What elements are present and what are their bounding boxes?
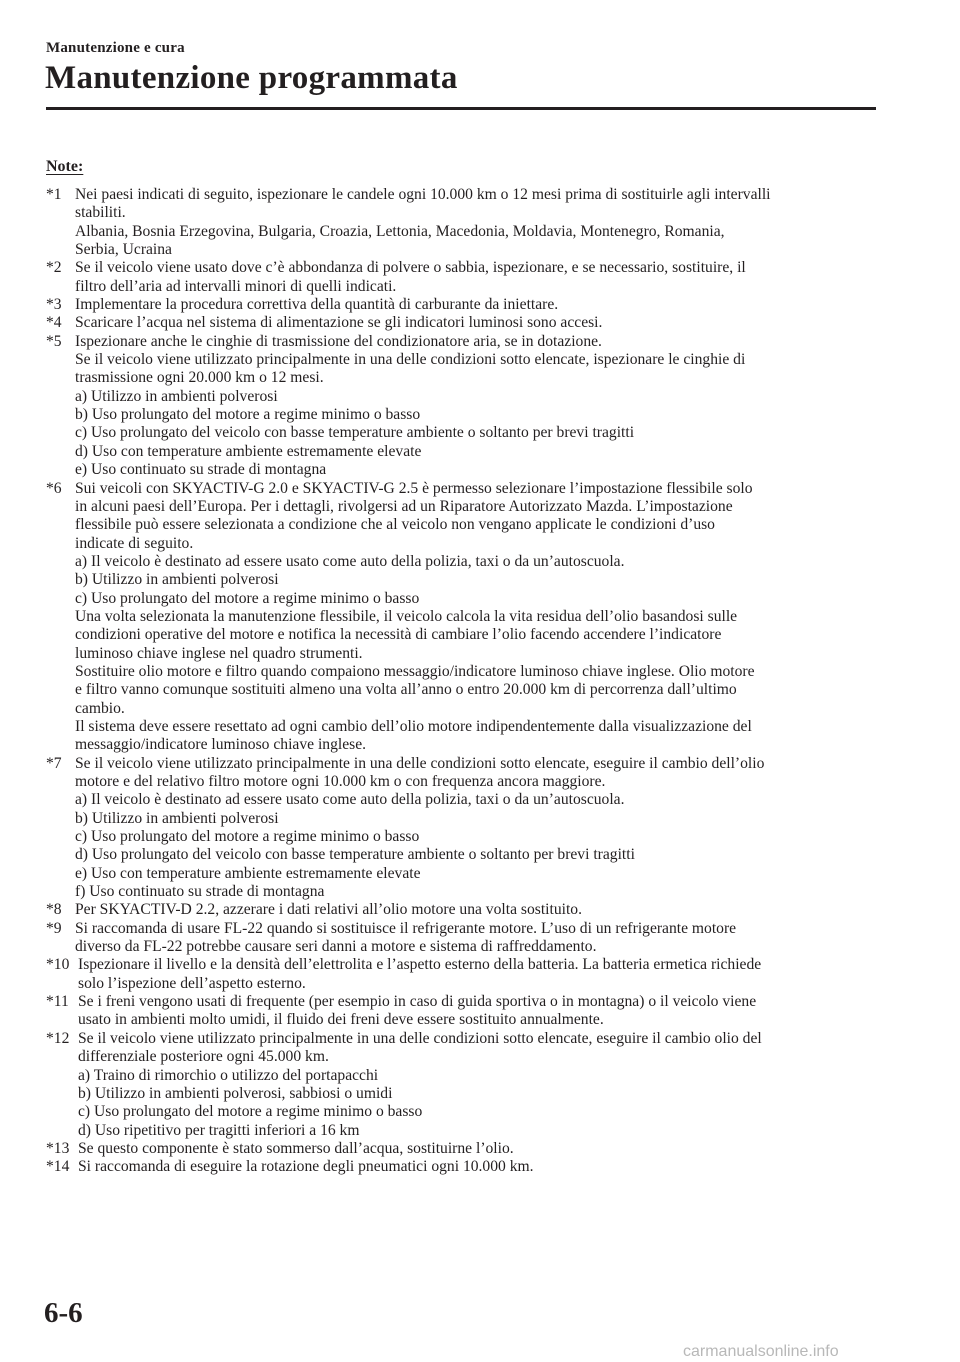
note-marker: *9 bbox=[46, 919, 62, 937]
note-line bbox=[46, 1048, 876, 1066]
note-marker: *8 bbox=[46, 901, 62, 919]
note-text: solo l’ispezione dell’aspetto esterno. bbox=[78, 974, 306, 992]
note-marker: *2 bbox=[46, 259, 62, 277]
note-text: a) Utilizzo in ambienti polverosi bbox=[75, 387, 278, 405]
note-line bbox=[46, 865, 876, 883]
note-text: d) Uso prolungato del veicolo con basse temperature ambiente o soltanto per brevi tragitti bbox=[75, 846, 635, 864]
note-text: indicate di seguito. bbox=[75, 534, 194, 552]
note-line bbox=[46, 791, 876, 809]
note-marker: *4 bbox=[46, 314, 62, 332]
note-text: Si raccomanda di eseguire la rotazione degli pneumatici ogni 10.000 km. bbox=[78, 1158, 534, 1176]
note-text: Nei paesi indicati di seguito, ispezionare le candele ogni 10.000 km o 12 mesi prima di sostituirle agli intervalli bbox=[75, 186, 771, 203]
note-line bbox=[46, 1067, 876, 1085]
note-text: messaggio/indicatore luminoso chiave inglese. bbox=[75, 736, 367, 754]
note-text: a) Il veicolo è destinato ad essere usato come auto della polizia, taxi o da un’autoscuola. bbox=[75, 552, 625, 570]
note-marker: *11 bbox=[46, 993, 69, 1011]
note-text: f) Uso continuato su strade di montagna bbox=[75, 883, 325, 901]
note-line bbox=[46, 1085, 876, 1103]
note-text: c) Uso prolungato del motore a regime minimo o basso bbox=[75, 828, 420, 846]
note-line bbox=[46, 700, 876, 718]
note-text: a) Il veicolo è destinato ad essere usato come auto della polizia, taxi o da un’autoscuola. bbox=[75, 791, 625, 809]
note-item bbox=[46, 920, 876, 938]
note-line bbox=[46, 736, 876, 754]
note-line bbox=[46, 535, 876, 553]
note-item bbox=[46, 901, 876, 919]
note-text: filtro dell’aria ad intervalli minori di quelli indicati. bbox=[75, 277, 397, 295]
note-line bbox=[46, 718, 876, 736]
note-line bbox=[46, 388, 876, 406]
note-text: usato in ambienti molto umidi, il fluido dei freni deve essere sostituito annualmente. bbox=[78, 1011, 604, 1029]
note-text: Albania, Bosnia Erzegovina, Bulgaria, Croazia, Lettonia, Macedonia, Moldavia, Montenegro, Romania, bbox=[75, 222, 725, 240]
note-item bbox=[46, 755, 876, 773]
note-marker: *10 bbox=[46, 956, 70, 974]
note-line bbox=[46, 975, 876, 993]
note-text: Si raccomanda di usare FL-22 quando si sostituisce il refrigerante motore. L’uso di un refrigerante motore bbox=[75, 919, 737, 937]
note-text: Ispezionare anche le cinghie di trasmissione del condizionatore aria, se in dotazione. bbox=[75, 332, 602, 350]
note-line bbox=[46, 645, 876, 663]
note-text: cambio. bbox=[75, 699, 125, 717]
note-text: b) Utilizzo in ambienti polverosi bbox=[75, 571, 279, 589]
note-marker: *6 bbox=[46, 479, 62, 497]
note-line bbox=[46, 241, 876, 259]
note-text: stabiliti. bbox=[75, 204, 126, 222]
note-item bbox=[46, 1158, 876, 1176]
note-text: Se i freni vengono usati di frequente (per esempio in caso di guida sportiva o in montagna) o il veicolo viene bbox=[78, 993, 757, 1011]
note-text: Implementare la procedura correttiva della quantità di carburante da iniettare. bbox=[75, 296, 559, 314]
note-text: Se il veicolo viene utilizzato principalmente in una delle condizioni sotto elencate, eseguire il cambio dell’olio bbox=[75, 754, 765, 772]
note-text: Se il veicolo viene utilizzato principalmente in una delle condizioni sotto elencate, ispezionare le cinghie di bbox=[75, 351, 746, 369]
note-text: trasmissione ogni 20.000 km o 12 mesi. bbox=[75, 369, 324, 387]
note-line bbox=[46, 626, 876, 644]
notes-heading: Note: bbox=[46, 158, 84, 175]
note-line bbox=[46, 351, 876, 369]
note-text: Per SKYACTIV-D 2.2, azzerare i dati relativi all’olio motore una volta sostituito. bbox=[75, 901, 582, 919]
note-marker: *7 bbox=[46, 754, 62, 772]
note-text: diverso da FL-22 potrebbe causare seri danni a motore e sistema di raffreddamento. bbox=[75, 938, 597, 956]
note-line bbox=[46, 498, 876, 516]
note-line bbox=[46, 608, 876, 626]
note-text: Una volta selezionata la manutenzione flessibile, il veicolo calcola la vita residua dell’olio basandosi sulle bbox=[75, 607, 738, 625]
notes-list bbox=[46, 186, 876, 1177]
note-text: Se questo componente è stato sommerso dall’acqua, sostituirne l’olio. bbox=[78, 1139, 514, 1157]
note-item bbox=[46, 480, 876, 498]
note-text: a) Traino di rimorchio o utilizzo del portapacchi bbox=[78, 1066, 379, 1084]
note-marker: *3 bbox=[46, 296, 62, 314]
note-item bbox=[46, 993, 876, 1011]
note-item bbox=[46, 314, 876, 332]
note-line bbox=[46, 369, 876, 387]
note-item bbox=[46, 1030, 876, 1048]
note-marker: *1 bbox=[46, 186, 62, 203]
note-line bbox=[46, 223, 876, 241]
note-line bbox=[46, 810, 876, 828]
note-text: Sostituire olio motore e filtro quando compaiono messaggio/indicatore luminoso chiave inglese. Olio motore bbox=[75, 662, 755, 680]
note-line bbox=[46, 553, 876, 571]
note-line bbox=[46, 461, 876, 479]
note-line bbox=[46, 773, 876, 791]
note-line bbox=[46, 663, 876, 681]
note-line bbox=[46, 828, 876, 846]
note-text: b) Utilizzo in ambienti polverosi, sabbiosi o umidi bbox=[78, 1084, 393, 1102]
note-text: Se il veicolo viene utilizzato principalmente in una delle condizioni sotto elencate, eseguire il cambio olio del bbox=[78, 1029, 762, 1047]
page-number: 6-6 bbox=[44, 1297, 83, 1329]
note-text: e) Uso con temperature ambiente estremamente elevate bbox=[75, 864, 421, 882]
note-item bbox=[46, 1140, 876, 1158]
note-text: d) Uso con temperature ambiente estremamente elevate bbox=[75, 442, 422, 460]
note-text: b) Utilizzo in ambienti polverosi bbox=[75, 809, 279, 827]
note-marker: *14 bbox=[46, 1158, 70, 1176]
note-line bbox=[46, 516, 876, 534]
note-text: Il sistema deve essere resettato ad ogni cambio dell’olio motore indipendentemente dalla visualizzazione del bbox=[75, 717, 752, 735]
note-marker: *13 bbox=[46, 1139, 70, 1157]
note-marker: *12 bbox=[46, 1029, 70, 1047]
title-rule bbox=[46, 107, 876, 110]
note-line bbox=[46, 278, 876, 296]
note-text: e) Uso continuato su strade di montagna bbox=[75, 461, 327, 479]
watermark: carmanualsonline.info bbox=[683, 1343, 839, 1360]
note-line bbox=[46, 406, 876, 424]
note-text: Se il veicolo viene usato dove c’è abbondanza di polvere o sabbia, ispezionare, e se necessario, sostituire, il bbox=[75, 259, 746, 277]
note-text: flessibile può essere selezionata a condizione che al veicolo non vengano applicate le condizioni d’uso bbox=[75, 516, 715, 534]
note-text: motore e del relativo filtro motore ogni 10.000 km o con frequenza ancora maggiore. bbox=[75, 773, 606, 790]
note-text: c) Uso prolungato del motore a regime minimo o basso bbox=[75, 589, 420, 607]
note-line bbox=[46, 846, 876, 864]
note-line bbox=[46, 1103, 876, 1121]
note-text: d) Uso ripetitivo per tragitti inferiori a 16 km bbox=[78, 1121, 360, 1139]
note-text: in alcuni paesi dell’Europa. Per i dettagli, rivolgersi ad un Riparatore Autorizzato Mazda. L’impostazione bbox=[75, 497, 733, 515]
note-line bbox=[46, 938, 876, 956]
note-line bbox=[46, 204, 876, 222]
note-item bbox=[46, 956, 876, 974]
note-text: c) Uso prolungato del veicolo con basse temperature ambiente o soltanto per brevi tragitti bbox=[75, 424, 635, 442]
note-item bbox=[46, 259, 876, 277]
note-text: Ispezionare il livello e la densità dell’elettrolita e l’aspetto esterno della batteria. La batteria ermetica richiede bbox=[78, 956, 762, 974]
note-item bbox=[46, 296, 876, 314]
note-text: condizioni operative del motore e notifica la necessità di cambiare l’olio facendo accendere l’indicatore bbox=[75, 626, 722, 644]
note-line bbox=[46, 590, 876, 608]
note-text: Serbia, Ucraina bbox=[75, 241, 172, 259]
section-label: Manutenzione e cura bbox=[46, 40, 185, 56]
note-text: Scaricare l’acqua nel sistema di alimentazione se gli indicatori luminosi sono accesi. bbox=[75, 314, 603, 332]
note-line bbox=[46, 424, 876, 442]
note-line bbox=[46, 1011, 876, 1029]
note-line bbox=[46, 681, 876, 699]
note-line bbox=[46, 571, 876, 589]
note-text: b) Uso prolungato del motore a regime minimo o basso bbox=[75, 406, 421, 424]
note-line bbox=[46, 1122, 876, 1140]
note-marker: *5 bbox=[46, 332, 62, 350]
note-text: differenziale posteriore ogni 45.000 km. bbox=[78, 1048, 329, 1066]
note-text: e filtro vanno comunque sostituiti almeno una volta all’anno o entro 20.000 km di percorrenza dall’ultimo bbox=[75, 681, 737, 699]
note-line bbox=[46, 883, 876, 901]
note-text: c) Uso prolungato del motore a regime minimo o basso bbox=[78, 1103, 423, 1121]
note-item bbox=[46, 186, 876, 204]
page-title: Manutenzione programmata bbox=[45, 60, 458, 96]
note-item bbox=[46, 333, 876, 351]
note-line bbox=[46, 443, 876, 461]
note-text: luminoso chiave inglese nel quadro strumenti. bbox=[75, 644, 363, 662]
note-text: Sui veicoli con SKYACTIV-G 2.0 e SKYACTIV-G 2.5 è permesso selezionare l’impostazione flessibile solo bbox=[75, 479, 753, 497]
